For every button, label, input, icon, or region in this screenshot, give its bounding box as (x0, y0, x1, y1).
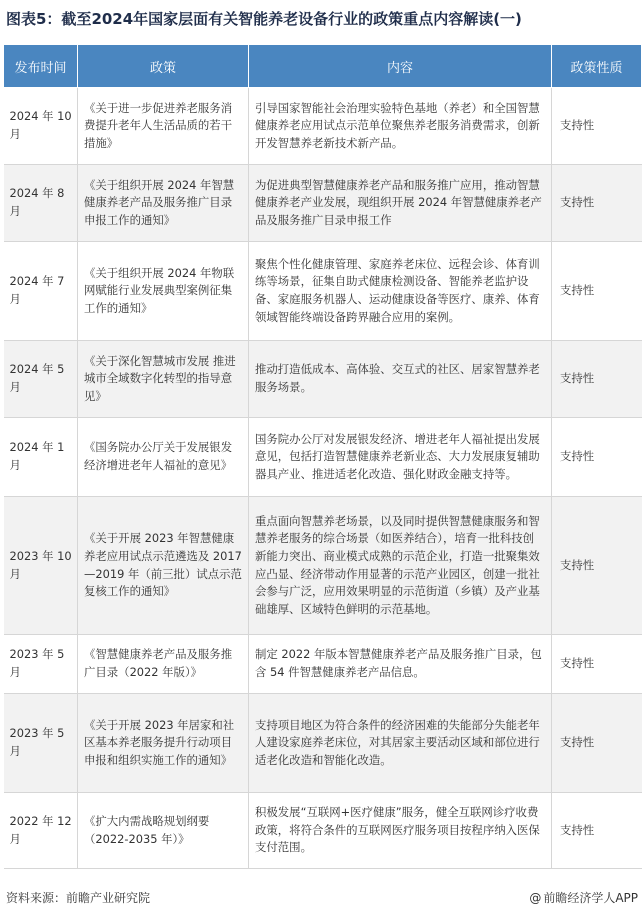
row-content: 积极发展“互联网+医疗健康”服务，健全互联网诊疗收费政策，将符合条件的互联网医疗服务项目按程序纳入医保支付范围。 (249, 793, 552, 869)
row-content: 重点面向智慧养老场景，以及同时提供智慧健康服务和智慧养老服务的综合场景（如医养结合），培育一批科技创新能力突出、商业模式成熟的示范企业，打造一批聚集效应凸显、经济带动作用显著的示范产业园区，创建一批社会参与广泛，应用效果明显的示范街道（乡镇）及产业基础雄厚、区域特色鲜明的示范基地。 (249, 497, 552, 635)
brand-credit (529, 889, 638, 906)
row-policy: 《扩大内需战略规划纲要（2022-2035 年）》 (78, 793, 249, 869)
table-row (4, 497, 642, 635)
row-content: 国务院办公厅对发展银发经济、增进老年人福祉提出发展意见，包括打造智慧健康养老新业态、大力发展康复辅助器具产业、推进适老化改造、强化财政金融支持等。 (249, 418, 552, 497)
header-nature: 政策性质 (552, 45, 642, 88)
row-policy: 《关于开展 2023 年居家和社区基本养老服务提升行动项目申报和组织实施工作的通知》 (78, 694, 249, 793)
row-content: 推动打造低成本、高体验、交互式的社区、居家智慧养老服务场景。 (249, 341, 552, 418)
source-note: 资料来源：前瞻产业研究院 (6, 891, 151, 905)
table-row (4, 793, 642, 869)
row-policy: 《关于开展 2023 年智慧健康养老应用试点示范遴选及 2017—2019 年（前三批）试点示范复核工作的通知》 (78, 497, 249, 635)
row-policy: 《国务院办公厅关于发展银发经济增进老年人福祉的意见》 (78, 418, 249, 497)
row-date: 2022 年 12 月 (4, 793, 78, 869)
row-nature: 支持性 (552, 242, 642, 341)
table-row (4, 242, 642, 341)
policy-table (3, 44, 642, 869)
row-nature: 支持性 (552, 418, 642, 497)
table-row (4, 88, 642, 165)
row-date: 2023 年 10 月 (4, 497, 78, 635)
row-date: 2024 年 1 月 (4, 418, 78, 497)
header-policy: 政策 (78, 45, 249, 88)
table-body (4, 88, 642, 869)
row-date: 2024 年 7 月 (4, 242, 78, 341)
row-content: 为促进典型智慧健康养老产品和服务推广应用，推动智慧健康养老产业发展，现组织开展 2024 年智慧健康养老产品及服务推广目录申报工作 (249, 165, 552, 242)
header-content: 内容 (249, 45, 552, 88)
row-nature: 支持性 (552, 165, 642, 242)
table-row (4, 418, 642, 497)
row-policy: 《关于组织开展 2024 年智慧健康养老产品及服务推广目录申报工作的通知》 (78, 165, 249, 242)
row-content: 引导国家智能社会治理实验特色基地（养老）和全国智慧健康养老应用试点示范单位聚焦养老服务消费需求，创新开发智慧养老新技术新产品。 (249, 88, 552, 165)
row-date: 2024 年 10 月 (4, 88, 78, 165)
row-nature: 支持性 (552, 793, 642, 869)
brand-label: 前瞻经济学人APP (543, 891, 638, 905)
table-row (4, 341, 642, 418)
header-date: 发布时间 (4, 45, 78, 88)
at-icon: @ (529, 891, 542, 905)
table-row (4, 694, 642, 793)
row-nature: 支持性 (552, 341, 642, 418)
row-policy: 《关于深化智慧城市发展 推进城市全域数字化转型的指导意见》 (78, 341, 249, 418)
row-nature: 支持性 (552, 694, 642, 793)
row-date: 2023 年 5 月 (4, 635, 78, 694)
row-content: 支持项目地区为符合条件的经济困难的失能部分失能老年人建设家庭养老床位，对其居家主要活动区域和部位进行适老化改造和智能化改造。 (249, 694, 552, 793)
row-date: 2024 年 8 月 (4, 165, 78, 242)
row-nature: 支持性 (552, 635, 642, 694)
row-nature: 支持性 (552, 88, 642, 165)
row-nature: 支持性 (552, 497, 642, 635)
row-policy: 《智慧健康养老产品及服务推广目录（2022 年版）》 (78, 635, 249, 694)
row-policy: 《关于组织开展 2024 年物联网赋能行业发展典型案例征集工作的通知》 (78, 242, 249, 341)
table-row (4, 635, 642, 694)
page-title: 图表5：截至2024年国家层面有关智能养老设备行业的政策重点内容解读(一) (6, 10, 522, 28)
table-header-row (4, 45, 642, 88)
table-row (4, 165, 642, 242)
row-date: 2024 年 5 月 (4, 341, 78, 418)
row-policy: 《关于进一步促进养老服务消费提升老年人生活品质的若干措施》 (78, 88, 249, 165)
row-content: 制定 2022 年版本智慧健康养老产品及服务推广目录，包含 54 件智慧健康养老产品信息。 (249, 635, 552, 694)
row-date: 2023 年 5 月 (4, 694, 78, 793)
row-content: 聚焦个性化健康管理、家庭养老床位、远程会诊、体育训练等场景，征集自助式健康检测设备、智能养老监护设备、家庭服务机器人、运动健康设备等医疗、康养、体育领域智能终端设备跨界融合应用的案例。 (249, 242, 552, 341)
